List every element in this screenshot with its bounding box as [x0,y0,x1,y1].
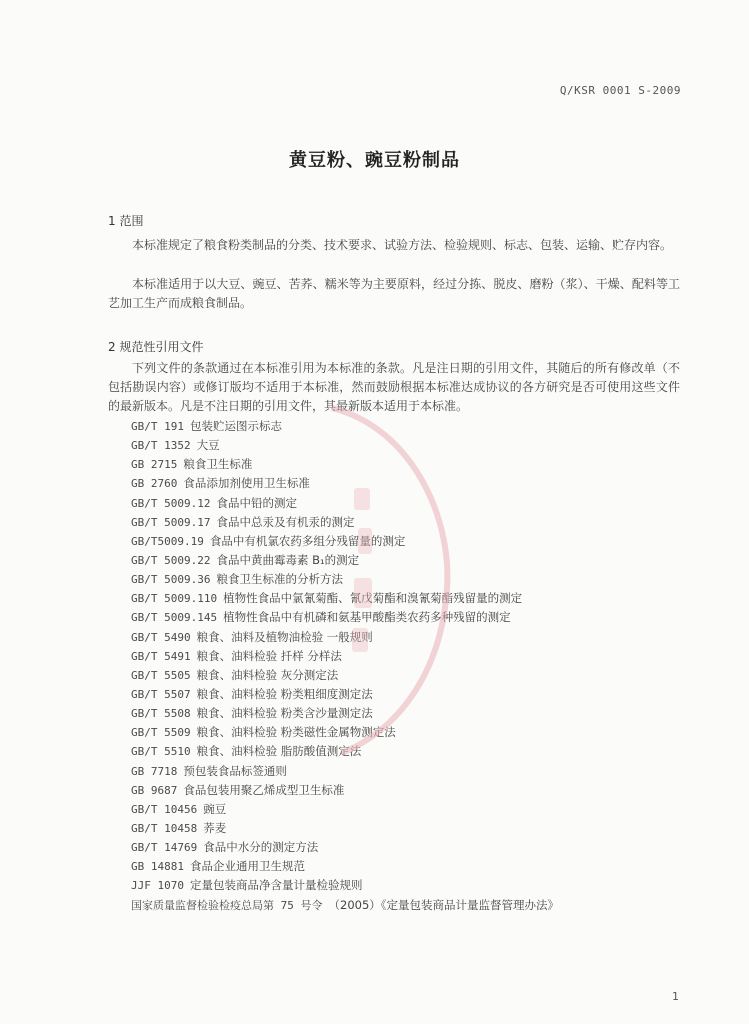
reference-code: GB/T 5508 [131,707,191,721]
scope-paragraph-2: 本标准适用于以大豆、豌豆、苦荞、糯米等为主要原料，经过分拣、脱皮、磨粉（浆）、干燥、配料等工艺加工生产而成粮食制品。 [108,277,680,310]
reference-title: 大豆 [196,438,220,453]
reference-item [131,896,559,915]
reference-title: 粮食、油料检验 粉类粗细度测定法 [196,686,373,701]
reference-code: GB/T 5009.22 [131,553,211,567]
reference-title: 粮食卫生标准 [183,457,253,472]
reference-title: 粮食、油料检验 灰分测定法 [196,667,339,682]
reference-item [131,455,559,474]
reference-item [131,589,559,608]
reference-code: GB/T 10456 [131,802,198,816]
reference-code: GB/T 5507 [131,687,191,701]
reference-code: GB/T 5510 [131,745,191,759]
reference-item [131,551,559,570]
reference-item [131,704,559,723]
reference-item [131,781,559,800]
reference-title: 豌豆 [203,801,227,816]
page-number: 1 [672,990,679,1003]
reference-code: GB 2760 [131,477,178,491]
reference-title: 粮食、油料检验 粉类磁性金属物测定法 [196,725,396,740]
reference-code: GB/T 5009.36 [131,573,211,587]
reference-code: GB/T 191 [131,420,184,433]
reference-item [131,838,559,857]
reference-code: GB/T 10458 [131,821,198,835]
reference-code: GB/T 14769 [131,841,198,855]
reference-item [131,474,559,493]
reference-title: 粮食、油料检验 粉类含沙量测定法 [196,706,373,721]
reference-item [131,762,559,781]
reference-title: 食品中总汞及有机汞的测定 [216,514,355,529]
reference-code: GB 7718 [131,764,178,778]
reference-item [131,628,559,647]
reference-code: GB 9687 [131,783,178,797]
reference-title: 植物性食品中氯氰菊酯、氰戊菊酯和溴氰菊酯残留量的测定 [223,591,523,606]
page-title: 黄豆粉、豌豆粉制品 [289,150,460,171]
reference-code: GB/T 1352 [131,439,191,453]
reference-code: GB 14881 [131,860,184,874]
reference-title: 食品包装用聚乙烯成型卫生标准 [183,782,345,797]
reference-title: 定量包装商品净含量计量检验规则 [189,878,363,893]
reference-item [131,436,559,455]
document-code: Q/KSR 0001 S-2009 [559,84,681,97]
reference-title: 粮食、油料检验 扦样 分样法 [196,648,342,663]
reference-item [131,723,559,742]
reference-title: 食品中铅的测定 [216,495,297,510]
reference-title: 包装贮运图示标志 [189,419,282,433]
reference-title: 粮食、油料检验 脂肪酸值测定法 [196,744,362,759]
reference-title: （2005）《定量包装商品计量监督管理办法》 [328,897,560,912]
reference-code: GB/T 5009.110 [131,592,218,606]
reference-item [131,570,559,589]
reference-item [131,819,559,838]
reference-item [131,685,559,704]
reference-title: 食品中水分的测定方法 [203,840,319,855]
reference-code: GB/T 5009.145 [131,611,218,625]
reference-code: GB/T 5009.12 [131,496,211,510]
reference-item [131,647,559,666]
reference-title: 粮食、油料及植物油检验 一般规则 [196,629,373,644]
reference-code: GB/T 5490 [131,630,191,644]
reference-title: 荞麦 [203,820,227,835]
reference-code: 国家质量监督检验检疫总局第 75 号令 [131,898,323,912]
reference-item [131,876,559,895]
reference-item [131,608,559,627]
reference-item [131,417,559,436]
reference-code: GB/T 5509 [131,726,191,740]
reference-title: 植物性食品中有机磷和氨基甲酸酯类农药多种残留的测定 [223,610,511,625]
reference-title: 食品中黄曲霉毒素 B₁的测定 [216,552,360,567]
scope-paragraph-1: 本标准规定了粮食粉类制品的分类、技术要求、试验方法、检验规则、标志、包装、运输、贮存内容。 [132,238,673,252]
reference-code: GB/T 5491 [131,649,191,663]
section-heading-scope: 1 范围 [108,214,144,228]
reference-code: JJF 1070 [131,879,184,893]
reference-item [131,532,559,551]
reference-code: GB/T 5505 [131,668,191,682]
reference-item [131,800,559,819]
reference-code: GB 2715 [131,458,178,472]
reference-title: 粮食卫生标准的分析方法 [216,572,343,587]
section-heading-normative-references: 2 规范性引用文件 [108,340,204,354]
reference-item [131,742,559,761]
reference-title: 食品中有机氯农药多组分残留量的测定 [209,533,406,548]
reference-item [131,513,559,532]
reference-item [131,494,559,513]
reference-title: 食品添加剂使用卫生标准 [183,476,310,491]
reference-code: GB/T 5009.17 [131,515,211,529]
reference-item [131,666,559,685]
reference-title: 食品企业通用卫生规范 [189,859,305,874]
reference-item [131,857,559,876]
reference-title: 预包装食品标签通则 [183,763,287,778]
reference-code: GB/T5009.19 [131,534,204,548]
references-intro-paragraph: 下列文件的条款通过在本标准引用为本标准的条款。凡是注日期的引用文件，其随后的所有修改单（不包括勘误内容）或修订版均不适用于本标准，然而鼓励根据本标准达成协议的各方研究是否可使用这些文件的最新版本。凡是不注日期的引用文件，其最新版本适用于本标准。 [108,361,680,413]
reference-list [131,417,559,915]
